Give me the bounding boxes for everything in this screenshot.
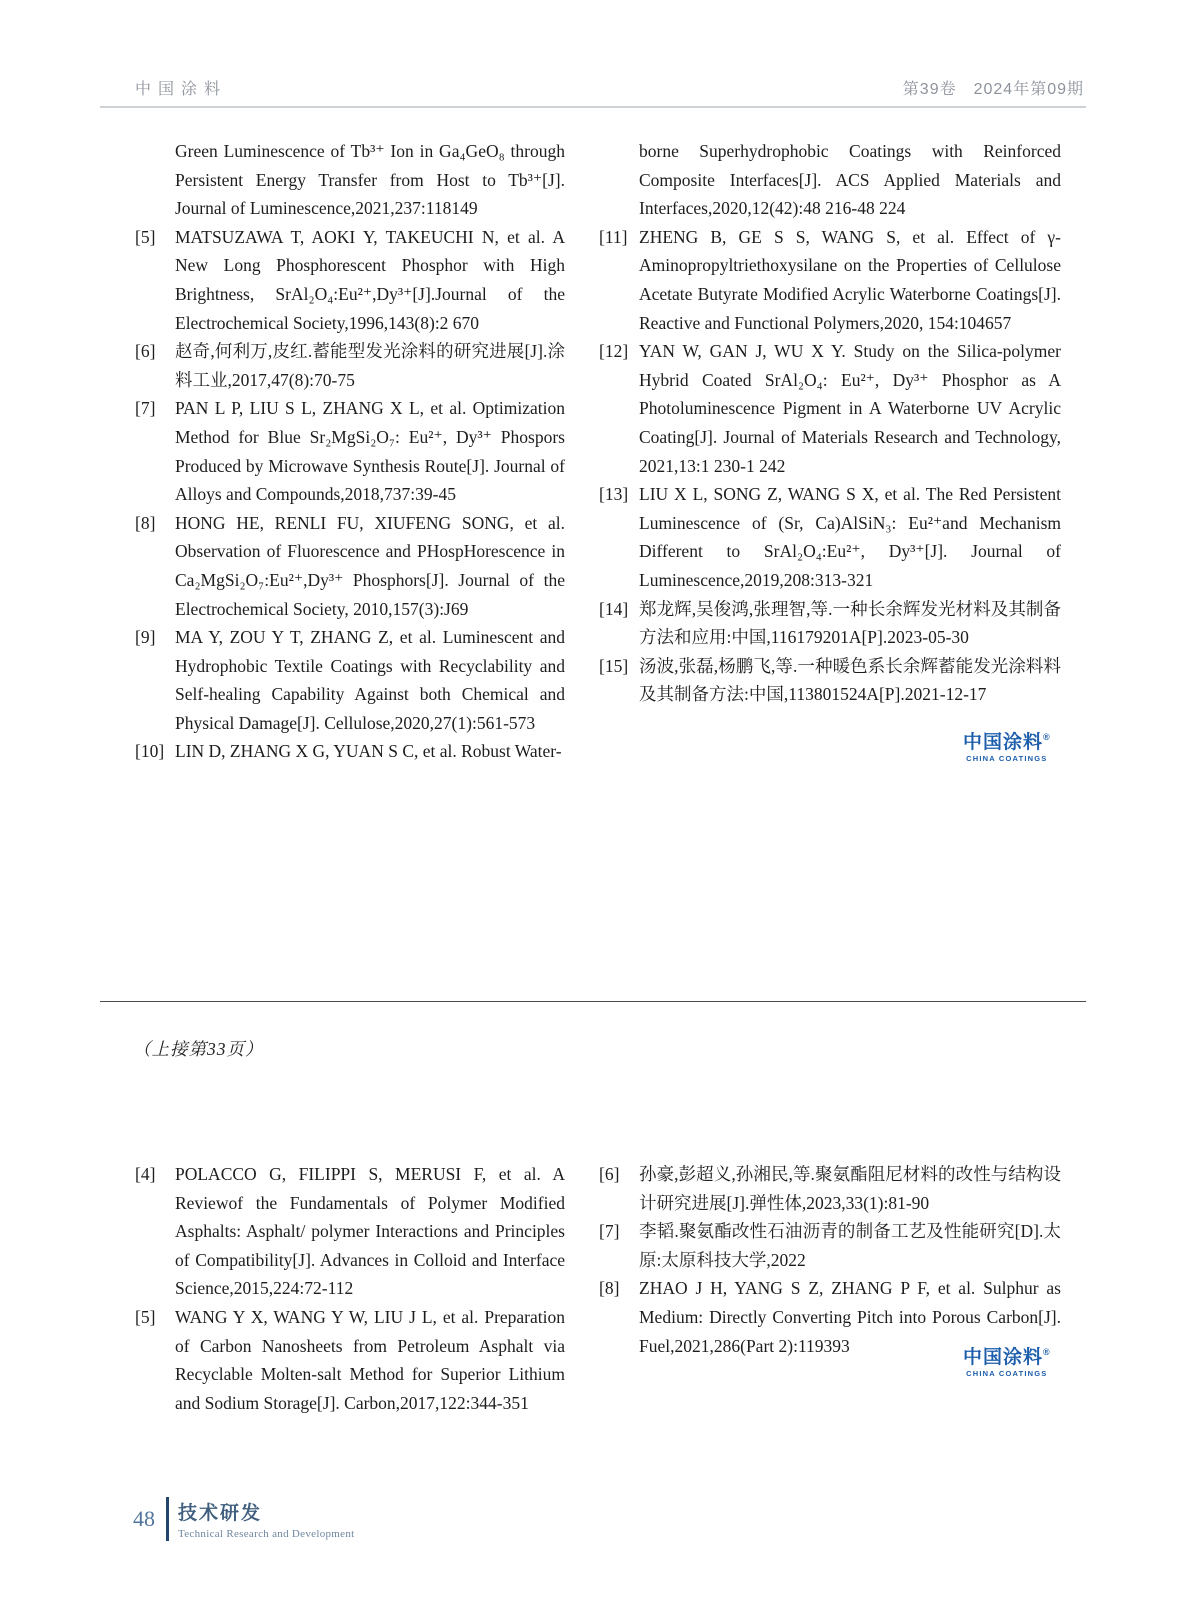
reference-item bbox=[599, 223, 1061, 337]
brand-logo-cn-text: 中国涂料® bbox=[963, 1347, 1051, 1368]
ref-number: [13] bbox=[599, 484, 629, 505]
ref-number: [11] bbox=[599, 226, 628, 247]
brand-logo-en-text: CHINA COATINGS bbox=[966, 1369, 1048, 1378]
registered-mark: ® bbox=[1043, 1347, 1051, 1357]
page-footer bbox=[133, 1497, 355, 1541]
reference-item bbox=[135, 509, 565, 623]
brand-logo-en-text: CHINA COATINGS bbox=[966, 754, 1048, 763]
ref-number: [7] bbox=[599, 1221, 620, 1242]
ref-text: MATSUZAWA T, AOKI Y, TAKEUCHI N, et al. A New Long Phosphorescent Phosphor with High Brightness, SrAl₂O₄:Eu²⁺,Dy³⁺[J].Journal of the Electrochemical Society,1996,143(8):2 670 bbox=[175, 226, 565, 333]
footer-divider-bar bbox=[166, 1497, 169, 1541]
ref-number: [8] bbox=[599, 1278, 620, 1299]
reference-item bbox=[599, 1217, 1061, 1274]
ref-text: YAN W, GAN J, WU X Y. Study on the Silica-polymer Hybrid Coated SrAl₂O₄: Eu²⁺, Dy³⁺ Phosphor as A Photoluminescence Pigment in A Waterborne UV Acrylic Coating[J]. Journal of Materials Research and Technology, 2021,13:1 230-1 242 bbox=[639, 341, 1061, 476]
continuation-note: （上接第33页） bbox=[133, 1039, 264, 1059]
page-number: 48 bbox=[133, 1506, 155, 1531]
reference-item bbox=[599, 1160, 1061, 1217]
ref-number: [6] bbox=[135, 341, 156, 362]
references-column-left bbox=[135, 137, 565, 766]
ref-text: WANG Y X, WANG Y W, LIU J L, et al. Preparation of Carbon Nanosheets from Petroleum Asphalt via Recyclable Molten-salt Method for Superior Lithium and Sodium Storage[J]. Carbon,2017,122:344-351 bbox=[175, 1306, 565, 1413]
page-header bbox=[100, 76, 1086, 108]
ref-text: LIN D, ZHANG X G, YUAN S C, et al. Robust Water- bbox=[175, 741, 562, 762]
ref-number: [8] bbox=[135, 512, 156, 533]
ref-number: [9] bbox=[135, 627, 156, 648]
issue-info: 第39卷 2024年第09期 bbox=[902, 81, 1084, 98]
reference-item bbox=[135, 223, 565, 337]
brand-logo bbox=[963, 1348, 1051, 1378]
ref-text: ZHENG B, GE S S, WANG S, et al. Effect of γ-Aminopropyltriethoxysilane on the Properties of Cellulose Acetate Butyrate Modified Acrylic Waterborne Coatings[J]. Reactive and Functional Polymers,2020, 154:104657 bbox=[639, 226, 1061, 333]
reference-item bbox=[135, 394, 565, 508]
ref-number: [7] bbox=[135, 398, 156, 419]
ref-text: Green Luminescence of Tb³⁺ Ion in Ga₄GeO₈ through Persistent Energy Transfer from Host to Tb³⁺[J]. Journal of Luminescence,2021,237:118149 bbox=[175, 141, 565, 219]
ref-text: 汤波,张磊,杨鹏飞,等.一种暖色系长余辉蓄能发光涂料料及其制备方法:中国,113801524A[P].2021-12-17 bbox=[639, 655, 1061, 705]
brand-logo-cn-text: 中国涂料® bbox=[963, 732, 1051, 753]
reference-item bbox=[599, 652, 1061, 709]
ref-text: ZHAO J H, YANG S Z, ZHANG P F, et al. Sulphur as Medium: Directly Converting Pitch into Porous Carbon[J]. Fuel,2021,286(Part 2):119393 bbox=[639, 1278, 1061, 1356]
reference-item bbox=[599, 480, 1061, 594]
reference-item bbox=[135, 137, 565, 223]
reference-item bbox=[135, 1303, 565, 1417]
ref-number: [5] bbox=[135, 226, 156, 247]
journal-name: 中国涂料 bbox=[135, 81, 228, 98]
ref-number: [15] bbox=[599, 655, 629, 676]
ref-text: LIU X L, SONG Z, WANG S X, et al. The Red Persistent Luminescence of (Sr, Ca)AlSiN₃: Eu²⁺and Mechanism Different to SrAl₂O₄:Eu²⁺, Dy³⁺[J]. Journal of Luminescence,2019,208:313-321 bbox=[639, 484, 1061, 590]
ref-text: borne Superhydrophobic Coatings with Reinforced Composite Interfaces[J]. ACS Applied Materials and Interfaces,2020,12(42):48 216-48 224 bbox=[639, 141, 1061, 219]
reference-item bbox=[599, 337, 1061, 480]
references-section-top bbox=[135, 137, 1061, 766]
ref-number: [10] bbox=[135, 741, 165, 762]
section-divider bbox=[100, 1001, 1086, 1002]
reference-item bbox=[599, 595, 1061, 652]
references-column-right bbox=[599, 137, 1061, 766]
ref-number: [4] bbox=[135, 1164, 156, 1184]
ref-number: [14] bbox=[599, 598, 629, 619]
ref-text: PAN L P, LIU S L, ZHANG X L, et al. Optimization Method for Blue Sr₂MgSi₂O₇: Eu²⁺, Dy³⁺ Phospors Produced by Microwave Synthesis Route[J]. Journal of Alloys and Compounds,2018,737:39-45 bbox=[175, 398, 565, 505]
ref-text: POLACCO G, FILIPPI S, MERUSI F, et al. A Reviewof the Fundamentals of Polymer Modified Asphalts: Asphalt/ polymer Interactions and Principles of Compatibility[J]. Advances in Colloid and Interface Science,2015,224:72-112 bbox=[175, 1164, 565, 1299]
reference-item bbox=[135, 623, 565, 737]
ref-text: 孙豪,彭超义,孙湘民,等.聚氨酯阻尼材料的改性与结构设计研究进展[J].弹性体,2023,33(1):81-90 bbox=[639, 1164, 1061, 1213]
footer-section-title-en: Technical Research and Development bbox=[178, 1528, 355, 1540]
ref-text: 赵奇,何利万,皮红.蓄能型发光涂料的研究进展[J].涂料工业,2017,47(8):70-75 bbox=[175, 341, 565, 390]
ref-number: [6] bbox=[599, 1164, 620, 1184]
ref-text: 郑龙辉,吴俊鸿,张理智,等.一种长余辉发光材料及其制备方法和应用:中国,116179201A[P].2023-05-30 bbox=[639, 598, 1061, 648]
ref-text: 李韬.聚氨酯改性石油沥青的制备工艺及性能研究[D].太原:太原科技大学,2022 bbox=[639, 1221, 1061, 1270]
reference-item bbox=[135, 337, 565, 394]
ref-text: HONG HE, RENLI FU, XIUFENG SONG, et al. Observation of Fluorescence and PHospHorescence in Ca₂MgSi₂O₇:Eu²⁺,Dy³⁺ Phosphors[J]. Journal of the Electrochemical Society, 2010,157(3):J69 bbox=[175, 512, 565, 619]
ref-number: [12] bbox=[599, 341, 629, 362]
references-column-left bbox=[135, 1160, 565, 1417]
ref-text: MA Y, ZOU Y T, ZHANG Z, et al. Luminescent and Hydrophobic Textile Coatings with Recyclability and Self-healing Capability Against both Chemical and Physical Damage[J]. Cellulose,2020,27(1):561-573 bbox=[175, 627, 565, 733]
references-section-bottom bbox=[135, 1160, 1061, 1417]
registered-mark: ® bbox=[1043, 732, 1051, 742]
brand-logo bbox=[963, 733, 1051, 763]
references-column-right bbox=[599, 1160, 1061, 1417]
reference-item bbox=[135, 737, 565, 766]
footer-section-title-cn: 技术研发 bbox=[178, 1503, 263, 1524]
reference-item bbox=[135, 1160, 565, 1303]
reference-item bbox=[599, 137, 1061, 223]
ref-number: [5] bbox=[135, 1306, 156, 1327]
